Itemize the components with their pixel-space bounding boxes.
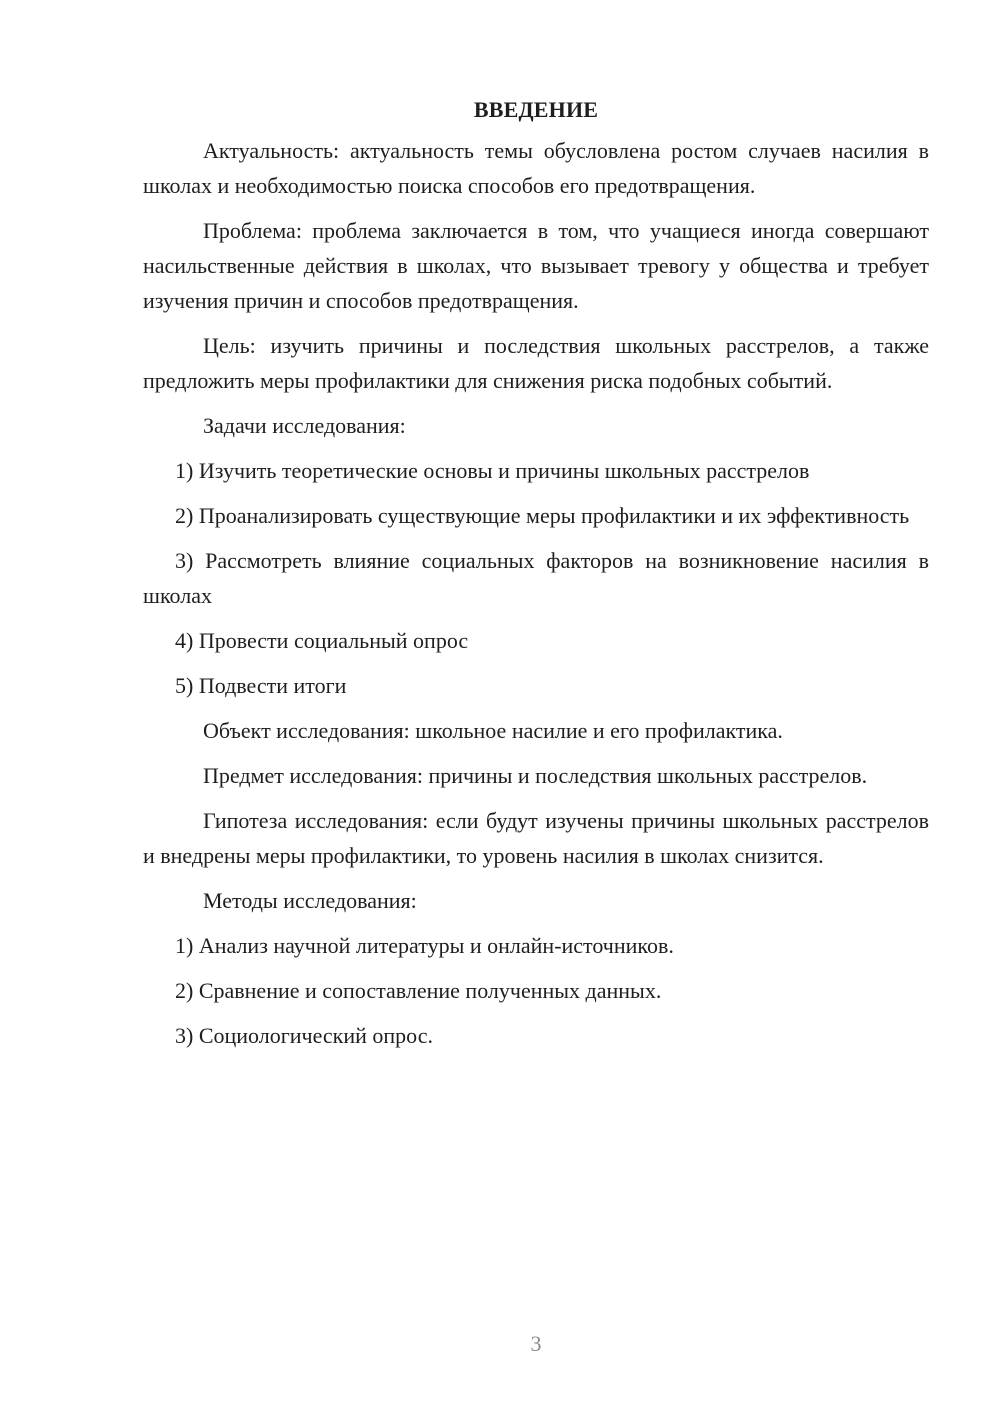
hypothesis-paragraph: Гипотеза исследования: если будут изучены причины школьных расстрелов и внедрены меры профилактики, то уровень насилия в школах снизится. [143,808,929,868]
task-item-1: 1) Изучить теоретические основы и причины школьных расстрелов [175,458,810,483]
relevance-paragraph: Актуальность: актуальность темы обусловлена ростом случаев насилия в школах и необходимостью поиска способов его предотвращения. [143,138,929,198]
methods-heading: Методы исследования: [203,888,417,913]
method-item-2: 2) Сравнение и сопоставление полученных данных. [175,978,662,1003]
method-item-3: 3) Социологический опрос. [175,1023,433,1048]
task-item-2: 2) Проанализировать существующие меры профилактики и их эффективность [175,503,910,528]
section-heading: ВВЕДЕНИЕ [473,97,599,122]
page-number: 3 [530,1331,542,1356]
task-item-3: 3) Рассмотреть влияние социальных факторов на возникновение насилия в школах [143,548,929,608]
document-page [143,92,929,1053]
task-item-4: 4) Провести социальный опрос [175,628,469,653]
goal-paragraph: Цель: изучить причины и последствия школьных расстрелов, а также предложить меры профилактики для снижения риска подобных событий. [143,333,929,393]
tasks-heading: Задачи исследования: [203,413,406,438]
task-item-5: 5) Подвести итоги [175,673,347,698]
method-item-1: 1) Анализ научной литературы и онлайн-источников. [175,933,674,958]
object-paragraph: Объект исследования: школьное насилие и его профилактика. [203,718,783,743]
problem-paragraph: Проблема: проблема заключается в том, что учащиеся иногда совершают насильственные действия в школах, что вызывает тревогу у общества и требует изучения причин и способов предотвращения. [143,218,929,313]
subject-paragraph: Предмет исследования: причины и последствия школьных расстрелов. [203,763,868,788]
